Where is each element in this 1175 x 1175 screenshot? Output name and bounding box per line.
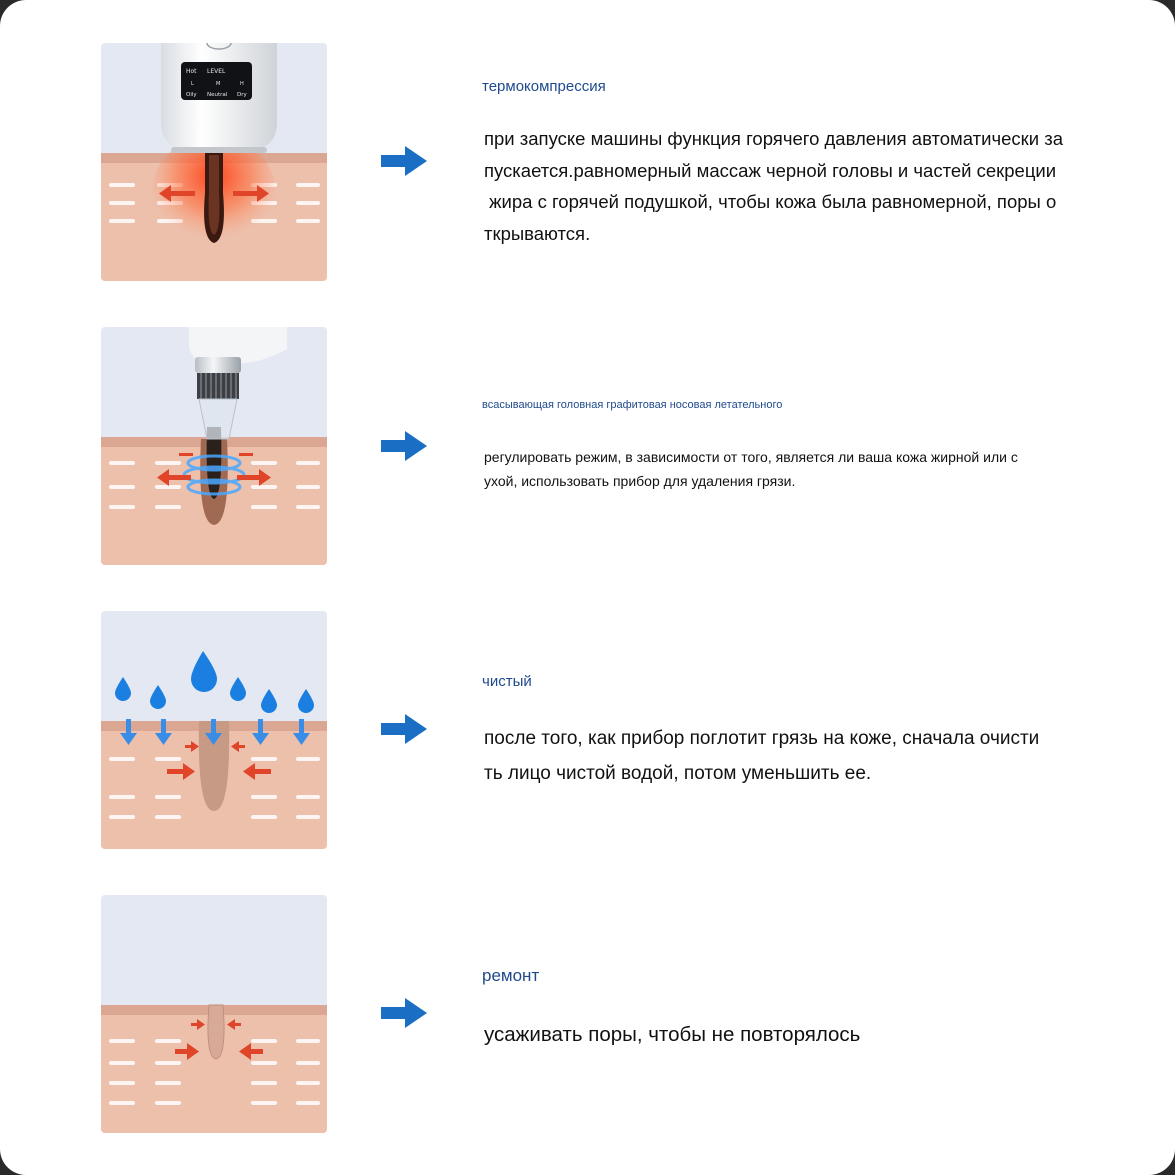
illustration-suction <box>101 327 327 565</box>
display-neutral-label: Neutral <box>207 92 228 98</box>
arrow-right-icon <box>381 146 427 176</box>
step-2-title: всасывающая головная графитовая носовая летательного <box>482 399 783 411</box>
step-3-title: чистый <box>482 673 532 690</box>
display-hot-label: Hot <box>186 68 197 75</box>
display-m-label: M <box>216 81 221 87</box>
step-4-description: усаживать поры, чтобы не повторялось <box>484 1023 861 1046</box>
step-1-description: при запуске машины функция горячего давления автоматически за пускается.равномерный массаж черной головы и частей секреции жира с горячей подушкой, чтобы кожа была равномерной, поры о ткрываются. <box>484 128 1063 244</box>
step-4-title: ремонт <box>482 966 540 985</box>
step-3-description: после того, как прибор поглотит грязь на коже, сначала очисти ть лицо чистой водой, потом уменьшить ее. <box>484 728 1040 784</box>
display-level-label: LEVEL <box>207 68 226 75</box>
arrow-right-icon <box>381 431 427 461</box>
arrow-right-icon <box>381 998 427 1028</box>
display-h-label: H <box>240 81 244 87</box>
illustration-thermo-compression <box>101 43 327 281</box>
display-oily-label: Oily <box>186 92 197 98</box>
step-1-title: термокомпрессия <box>482 78 606 95</box>
arrow-right-icon <box>381 714 427 744</box>
display-dry-label: Dry <box>237 92 247 98</box>
display-l-label: L <box>191 81 194 87</box>
step-2-description: регулировать режим, в зависимости от того, является ли ваша кожа жирной или с ухой, использовать прибор для удаления грязи. <box>484 449 1018 489</box>
illustration-water-clean <box>101 611 327 849</box>
illustration-pore-repair <box>101 895 327 1133</box>
